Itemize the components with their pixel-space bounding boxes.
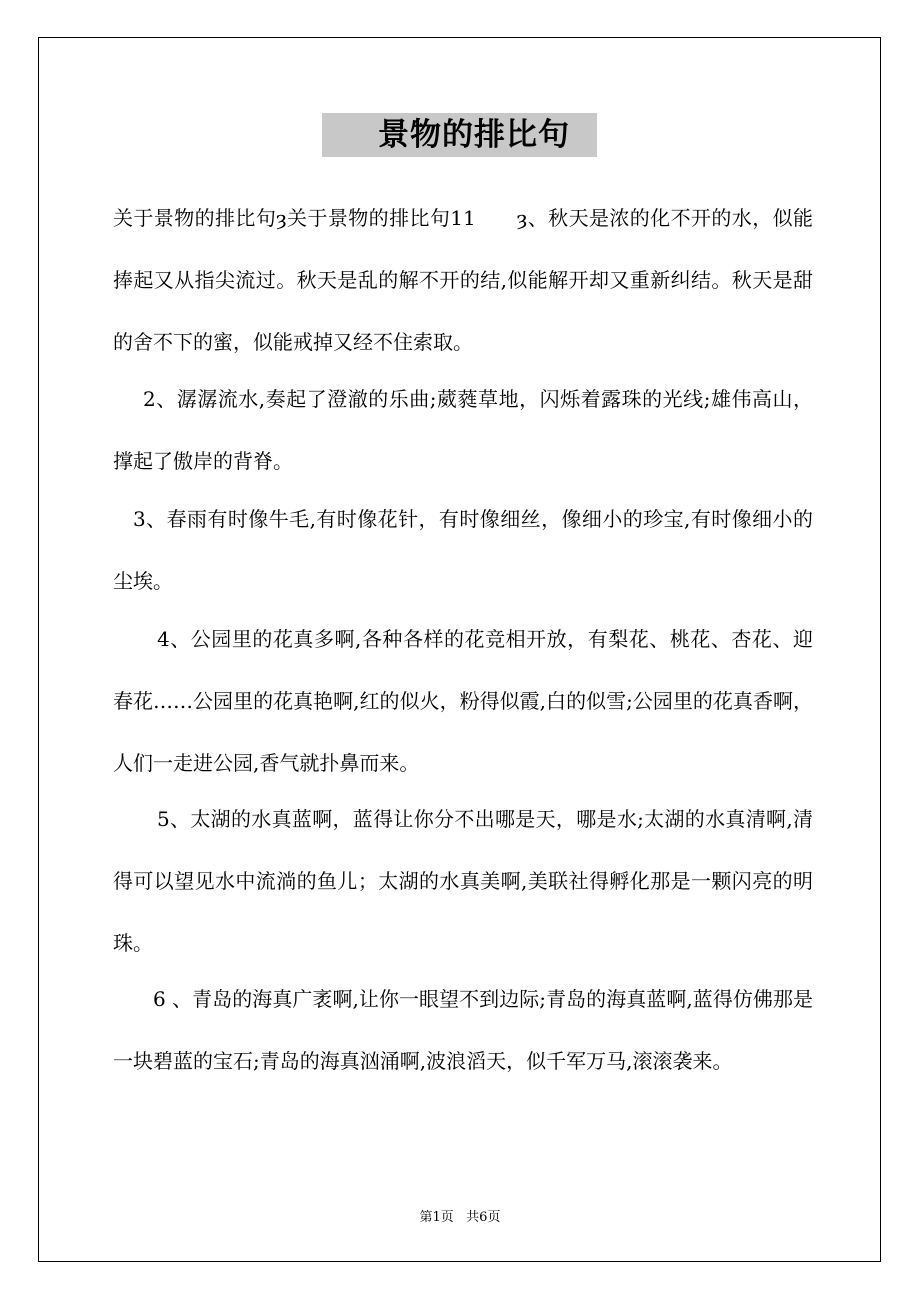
paragraph-4: 4、公园里的花真多啊,各种各样的花竞相开放，有梨花、桃花、杏花、迎春花……公园里的花真艳啊,红的似火，粉得似霞,白的似雪;公园里的花真香啊，人们一走进公园,香气就扑鼻而来。: [113, 627, 813, 775]
page-footer: 第1页 共6页: [419, 1210, 501, 1225]
paragraph-3: 3、春雨有时像牛毛,有时像花针，有时像细丝，像细小的珍宝,有时像细小的尘埃。: [113, 507, 813, 593]
paragraph-6: 6 、青岛的海真广袤啊,让你一眼望不到边际;青岛的海真蓝啊,蓝得仿佛那是一块碧蓝的宝石;青岛的海真汹涌啊,波浪滔天，似千军万马,滚滚袭来。: [113, 987, 813, 1073]
paragraph-1: 关于景物的排比句ȝ关于景物的排比句11 ȝ、秋天是浓的化不开的水，似能捧起又从指尖流过。秋天是乱的解不开的结,似能解开却又重新纠结。秋天是甜的舍不下的蜜，似能戒掉又经不住索取。: [113, 206, 813, 354]
paragraph-5: 5、太湖的水真蓝啊，蓝得让你分不出哪是天，哪是水;太湖的水真清啊,清得可以望见水中流淌的鱼儿；太湖的水真美啊,美联社得孵化那是一颗闪亮的明珠。: [113, 807, 813, 955]
document-title: 景物的排比句: [378, 117, 570, 153]
paragraph-2: 2、潺潺流水,奏起了澄澈的乐曲;葳蕤草地，闪烁着露珠的光线;雄伟高山，撑起了傲岸的背脊。: [113, 387, 813, 473]
